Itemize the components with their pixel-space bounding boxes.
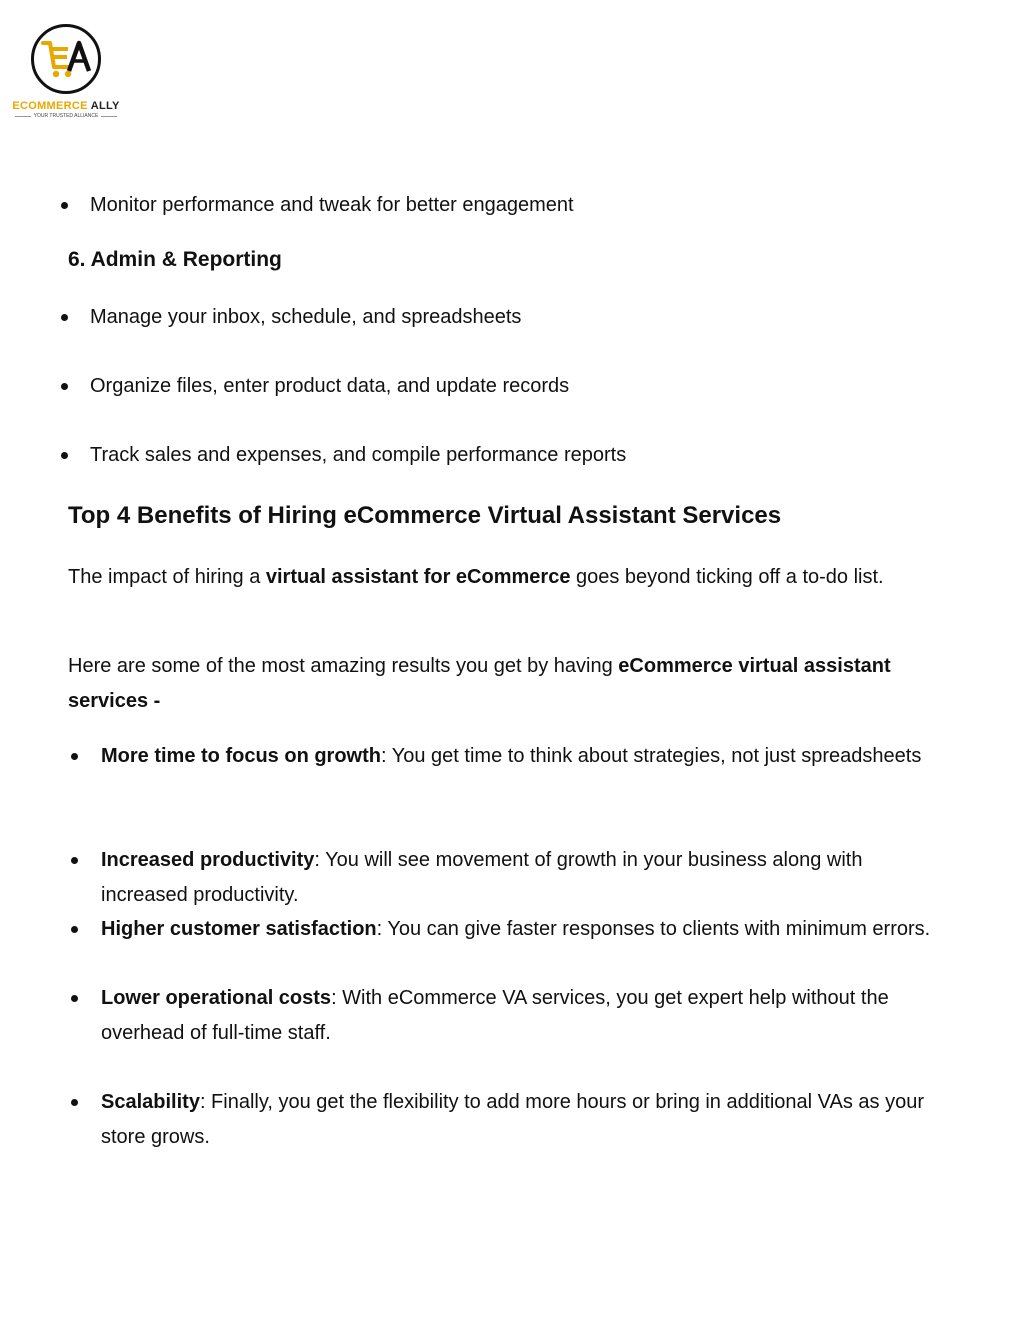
intro-paragraph: The impact of hiring a virtual assistant for eCommerce goes beyond ticking off a to-do list. — [68, 566, 884, 588]
list-item: Track sales and expenses, and compile performance reports — [61, 438, 626, 473]
cart-icon — [31, 24, 101, 94]
list-item: Increased productivity: You will see movement of growth in your business along with increased productivity. — [71, 843, 951, 913]
section-heading: 6. Admin & Reporting — [68, 248, 282, 271]
bullet-icon — [61, 202, 68, 209]
bullet-icon — [61, 314, 68, 321]
list-item: Lower operational costs: With eCommerce VA services, you get expert help without the overhead of full-time staff. — [71, 981, 951, 1051]
logo-tagline: YOUR TRUSTED ALLIANCE — [10, 113, 122, 119]
list-item: Monitor performance and tweak for better engagement — [61, 188, 574, 223]
list-item: Manage your inbox, schedule, and spreadsheets — [61, 300, 521, 335]
bullet-icon — [71, 1099, 78, 1106]
page-heading: Top 4 Benefits of Hiring eCommerce Virtual Assistant Services — [68, 502, 782, 529]
results-paragraph: Here are some of the most amazing results you get by having eCommerce virtual assistant services - — [68, 655, 891, 712]
bullet-icon — [71, 857, 78, 864]
list-item: Higher customer satisfaction: You can give faster responses to clients with minimum errors. — [71, 912, 951, 947]
bullet-icon — [71, 995, 78, 1002]
list-item: More time to focus on growth: You get time to think about strategies, not just spreadsheets — [71, 739, 951, 774]
bullet-icon — [71, 753, 78, 760]
bullet-icon — [61, 383, 68, 390]
list-item: Scalability: Finally, you get the flexibility to add more hours or bring in additional VAs as your store grows. — [71, 1085, 951, 1155]
bullet-icon — [71, 926, 78, 933]
brand-logo — [10, 24, 122, 119]
logo-wordmark: ECOMMERCE ALLY — [12, 100, 120, 112]
bullet-icon — [61, 452, 68, 459]
list-item: Organize files, enter product data, and update records — [61, 369, 569, 404]
